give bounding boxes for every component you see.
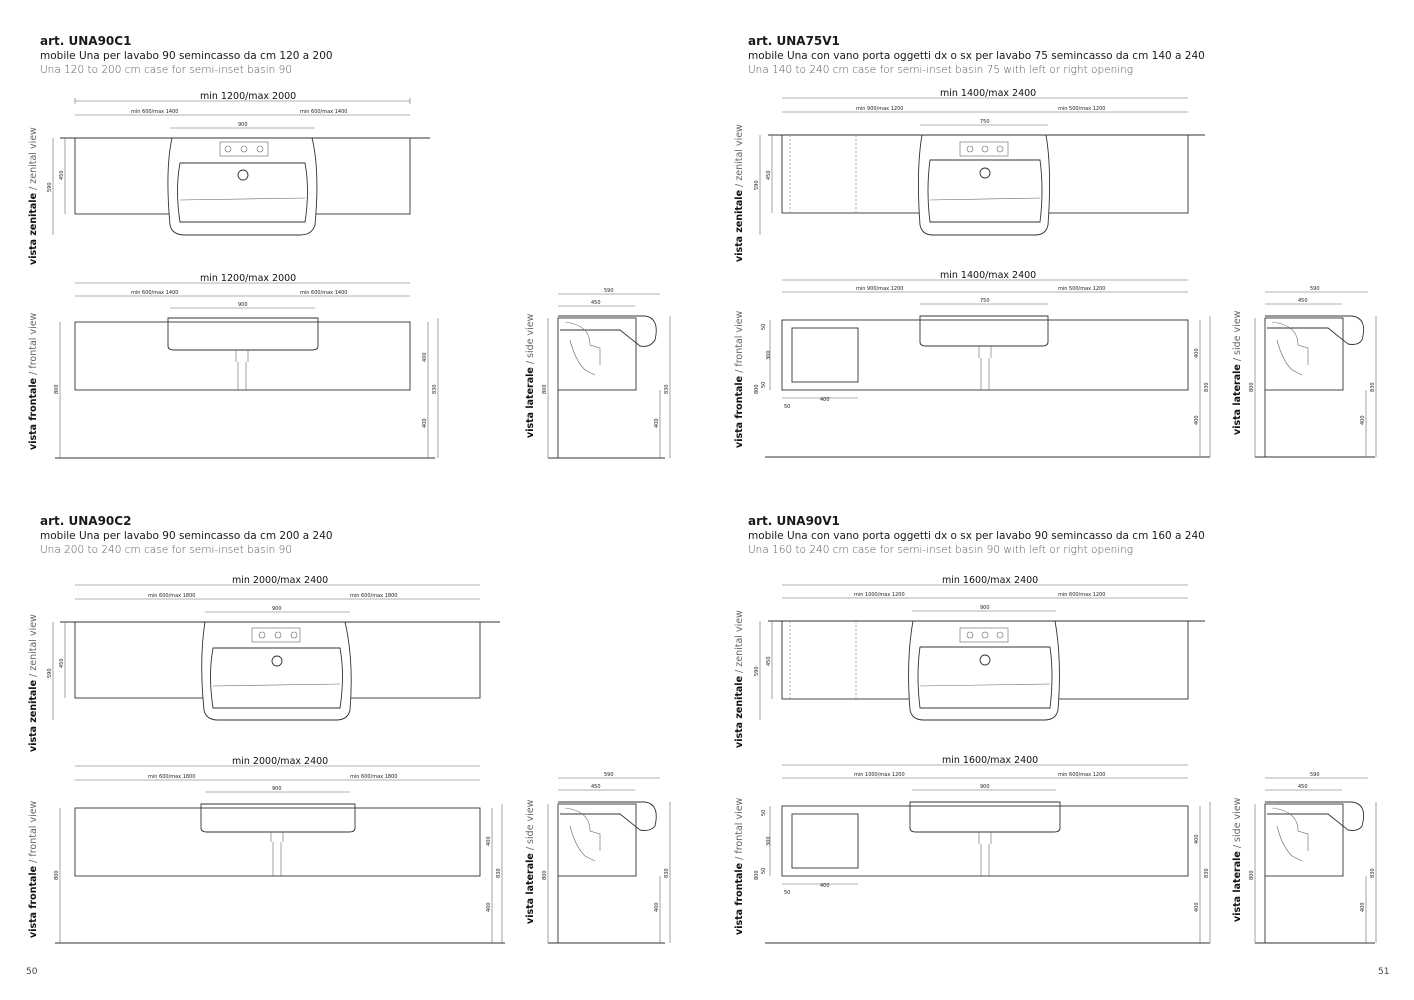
product-description-it: mobile Una per lavabo 90 semincasso da cm 200 a 240 xyxy=(40,530,333,542)
svg-text:830: 830 xyxy=(1370,382,1376,392)
p1-frontal-view xyxy=(28,273,438,458)
svg-text:min 600/max 1200: min 600/max 1200 xyxy=(1058,592,1106,598)
p3-side-view xyxy=(525,772,670,943)
product-una90v1 xyxy=(748,514,1205,557)
svg-text:450: 450 xyxy=(591,784,601,790)
dim-depth: 590 xyxy=(47,182,53,192)
p1-zenital-view xyxy=(28,91,430,265)
dim-total: min 1200/max 2000 xyxy=(200,91,297,102)
svg-text:750: 750 xyxy=(980,119,990,125)
svg-text:min 900/max 1200: min 900/max 1200 xyxy=(856,106,904,112)
svg-text:400: 400 xyxy=(1194,902,1200,912)
svg-text:min 2000/max 2400: min 2000/max 2400 xyxy=(232,756,329,767)
svg-text:50: 50 xyxy=(784,890,791,896)
svg-text:vista zenitale / zenital view: vista zenitale / zenital view xyxy=(734,610,745,748)
svg-text:min 600/max 1400: min 600/max 1400 xyxy=(300,290,348,296)
p4-zenital-view xyxy=(734,575,1205,748)
svg-text:min 1600/max 2400: min 1600/max 2400 xyxy=(942,575,1039,586)
svg-text:min 600/max 1800: min 600/max 1800 xyxy=(148,593,196,599)
svg-text:400: 400 xyxy=(1194,415,1200,425)
svg-text:830: 830 xyxy=(496,868,502,878)
svg-text:800: 800 xyxy=(54,870,60,880)
svg-text:min 500/max 1200: min 500/max 1200 xyxy=(1058,286,1106,292)
page-number-right: 51 xyxy=(1378,967,1390,977)
svg-text:300: 300 xyxy=(766,836,772,846)
svg-text:vista zenitale / zenital view: vista zenitale / zenital view xyxy=(28,614,39,752)
svg-text:min 600/max 1800: min 600/max 1800 xyxy=(148,774,196,780)
svg-text:400: 400 xyxy=(820,397,830,403)
product-code: art. UNA90C2 xyxy=(40,514,132,528)
svg-text:450: 450 xyxy=(1298,298,1308,304)
svg-text:800: 800 xyxy=(542,384,548,394)
svg-text:min 600/max 1200: min 600/max 1200 xyxy=(1058,772,1106,778)
svg-text:590: 590 xyxy=(754,180,760,190)
svg-text:300: 300 xyxy=(766,350,772,360)
svg-text:min 600/max 1800: min 600/max 1800 xyxy=(350,593,398,599)
svg-text:min 1000/max 1200: min 1000/max 1200 xyxy=(854,772,905,778)
svg-text:800: 800 xyxy=(542,870,548,880)
view-label-zenital: vista zenitale xyxy=(28,192,39,265)
svg-text:min 1600/max 2400: min 1600/max 2400 xyxy=(942,755,1039,766)
p3-frontal-view xyxy=(28,756,505,943)
svg-text:vista laterale / side view: vista laterale / side view xyxy=(525,313,536,438)
svg-text:vista zenitale / zenital view: vista zenitale / zenital view xyxy=(734,124,745,262)
svg-text:800: 800 xyxy=(54,384,60,394)
product-code: art. UNA90V1 xyxy=(748,514,840,528)
svg-text:830: 830 xyxy=(664,868,670,878)
svg-text:min 1400/max 2400: min 1400/max 2400 xyxy=(940,88,1037,99)
page-number-left: 50 xyxy=(26,967,38,977)
svg-text:400: 400 xyxy=(486,902,492,912)
svg-text:400: 400 xyxy=(654,418,660,428)
product-description-en: Una 120 to 200 cm case for semi-inset basin 90 xyxy=(40,64,292,76)
svg-text:min 600/max 1400: min 600/max 1400 xyxy=(131,290,179,296)
svg-text:400: 400 xyxy=(654,902,660,912)
svg-text:400: 400 xyxy=(1194,348,1200,358)
product-una75v1 xyxy=(748,34,1205,77)
svg-text:min 600/max 1800: min 600/max 1800 xyxy=(350,774,398,780)
svg-text:50: 50 xyxy=(761,867,767,874)
svg-text:900: 900 xyxy=(238,302,248,308)
svg-text:800: 800 xyxy=(1249,382,1255,392)
p3-zenital-view xyxy=(28,575,500,752)
view-label-zenital-en: / zenital view xyxy=(28,127,39,193)
svg-text:min 900/max 1200: min 900/max 1200 xyxy=(856,286,904,292)
svg-text:900: 900 xyxy=(272,606,282,612)
svg-text:400: 400 xyxy=(1360,902,1366,912)
svg-text:vista laterale / side view: vista laterale / side view xyxy=(1232,797,1243,922)
p1-side-view xyxy=(525,288,670,458)
product-description-en: Una 200 to 240 cm case for semi-inset basin 90 xyxy=(40,544,292,556)
svg-text:830: 830 xyxy=(1204,868,1210,878)
p2-frontal-view xyxy=(734,270,1210,457)
svg-text:vista laterale / side view: vista laterale / side view xyxy=(1232,310,1243,435)
svg-text:450: 450 xyxy=(591,300,601,306)
product-code: art. UNA90C1 xyxy=(40,34,132,48)
svg-text:800: 800 xyxy=(1249,870,1255,880)
svg-text:400: 400 xyxy=(1194,834,1200,844)
svg-text:900: 900 xyxy=(272,786,282,792)
svg-text:450: 450 xyxy=(766,656,772,666)
svg-text:590: 590 xyxy=(604,772,614,778)
svg-text:min 1000/max 1200: min 1000/max 1200 xyxy=(854,592,905,598)
svg-text:vista frontale / frontal view: vista frontale / frontal view xyxy=(28,312,39,450)
svg-text:50: 50 xyxy=(761,809,767,816)
svg-text:450: 450 xyxy=(766,170,772,180)
product-code: art. UNA75V1 xyxy=(748,34,840,48)
svg-text:400: 400 xyxy=(820,883,830,889)
product-description-en: Una 140 to 240 cm case for semi-inset basin 75 with left or right opening xyxy=(748,64,1134,76)
svg-text:450: 450 xyxy=(59,658,65,668)
dim-basin-depth: 450 xyxy=(59,170,65,180)
svg-text:vista zenitale / zenital view xyxy=(28,127,39,265)
dim-basin: 900 xyxy=(238,122,248,128)
p4-side-view xyxy=(1232,772,1376,943)
svg-text:590: 590 xyxy=(1310,286,1320,292)
product-una90c2 xyxy=(40,514,333,557)
svg-text:830: 830 xyxy=(1204,382,1210,392)
svg-text:50: 50 xyxy=(761,323,767,330)
p2-zenital-view xyxy=(734,88,1205,262)
svg-text:vista frontale / frontal view: vista frontale / frontal view xyxy=(734,797,745,935)
svg-text:750: 750 xyxy=(980,298,990,304)
svg-text:min 1400/max 2400: min 1400/max 2400 xyxy=(940,270,1037,281)
svg-text:min 2000/max 2400: min 2000/max 2400 xyxy=(232,575,329,586)
svg-text:min 500/max 1200: min 500/max 1200 xyxy=(1058,106,1106,112)
svg-text:830: 830 xyxy=(1370,868,1376,878)
svg-text:50: 50 xyxy=(761,381,767,388)
svg-text:830: 830 xyxy=(432,384,438,394)
dim-left: min 600/max 1400 xyxy=(131,109,179,115)
product-description-it: mobile Una con vano porta oggetti dx o sx per lavabo 75 semincasso da cm 140 a 240 xyxy=(748,50,1205,62)
svg-text:400: 400 xyxy=(422,418,428,428)
svg-text:vista laterale / side view: vista laterale / side view xyxy=(525,799,536,924)
svg-text:800: 800 xyxy=(754,870,760,880)
p4-frontal-view xyxy=(734,755,1210,943)
svg-text:800: 800 xyxy=(754,384,760,394)
svg-text:50: 50 xyxy=(784,404,791,410)
svg-text:400: 400 xyxy=(422,352,428,362)
svg-text:400: 400 xyxy=(1360,415,1366,425)
svg-text:590: 590 xyxy=(754,666,760,676)
product-description-en: Una 160 to 240 cm case for semi-inset basin 90 with left or right opening xyxy=(748,544,1134,556)
product-description-it: mobile Una con vano porta oggetti dx o sx per lavabo 90 semincasso da cm 160 a 240 xyxy=(748,530,1205,542)
svg-text:vista frontale / frontal view: vista frontale / frontal view xyxy=(28,800,39,938)
svg-text:900: 900 xyxy=(980,605,990,611)
svg-text:830: 830 xyxy=(664,384,670,394)
svg-text:590: 590 xyxy=(47,668,53,678)
svg-text:590: 590 xyxy=(1310,772,1320,778)
svg-text:400: 400 xyxy=(486,836,492,846)
svg-text:min 1200/max 2000: min 1200/max 2000 xyxy=(200,273,297,284)
dim-right: min 600/max 1400 xyxy=(300,109,348,115)
svg-text:900: 900 xyxy=(980,784,990,790)
product-description-it: mobile Una per lavabo 90 semincasso da cm 120 a 200 xyxy=(40,50,333,62)
p2-side-view xyxy=(1232,286,1376,457)
svg-text:590: 590 xyxy=(604,288,614,294)
svg-text:450: 450 xyxy=(1298,784,1308,790)
svg-text:vista frontale / frontal view: vista frontale / frontal view xyxy=(734,310,745,448)
